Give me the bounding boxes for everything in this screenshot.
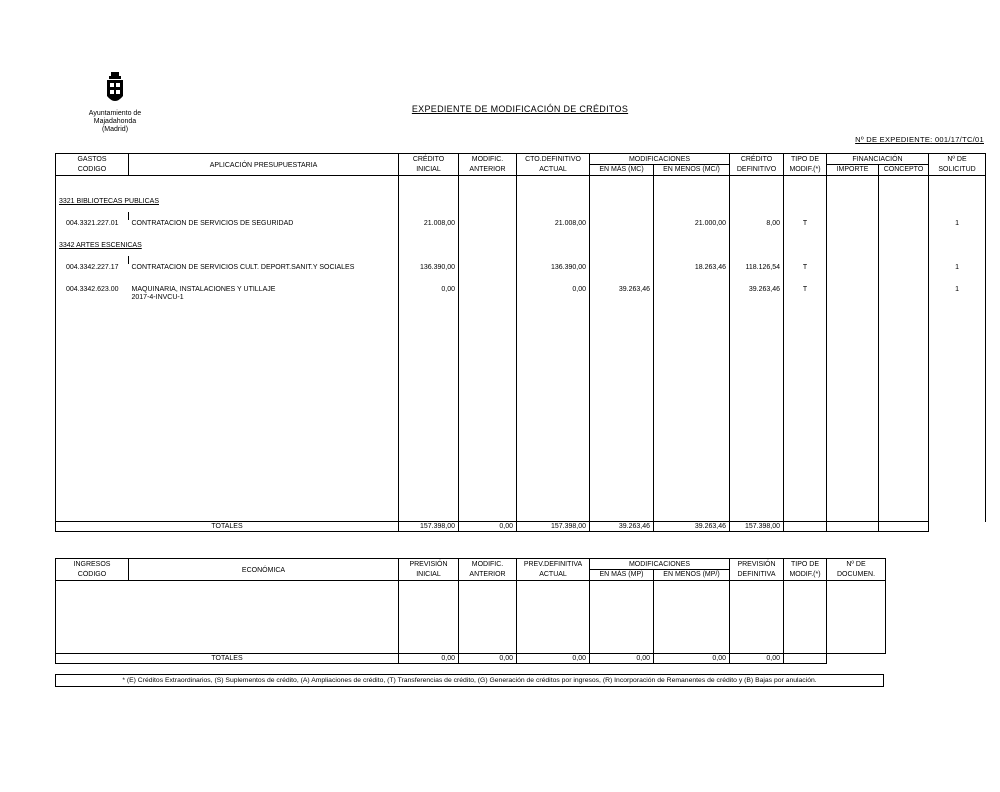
ingresos-header-anterior: ANTERIOR bbox=[459, 570, 517, 581]
row-importe bbox=[827, 264, 879, 286]
row-solicitud: 1 bbox=[929, 220, 986, 242]
ingresos-header-enmenos: EN MENOS (MP/) bbox=[654, 570, 730, 581]
ingresos-total-anterior: 0,00 bbox=[459, 654, 517, 664]
row-code: 004.3342.623.00 bbox=[56, 286, 129, 522]
row-concepto bbox=[879, 264, 929, 286]
row-desc: CONTRATACIÓN DE SERVICIOS DE SEGURIDAD bbox=[129, 220, 399, 242]
gastos-total-enmas: 39.263,46 bbox=[590, 522, 654, 532]
row-solicitud: 1 bbox=[929, 286, 986, 522]
gastos-header-anterior: ANTERIOR bbox=[459, 165, 517, 176]
row-enmas: 39.263,46 bbox=[590, 286, 654, 522]
row-anterior bbox=[459, 286, 517, 522]
gastos-table bbox=[55, 153, 986, 532]
row-desc-2: 2017-4-INVCU-1 bbox=[131, 293, 184, 301]
ingresos-header-documen: DOCUMEN. bbox=[827, 570, 886, 581]
gastos-total-inicial: 157.398,00 bbox=[399, 522, 459, 532]
gastos-header-enmenos: EN MENOS (MC/) bbox=[654, 165, 730, 176]
row-enmenos: 21.000,00 bbox=[654, 220, 730, 242]
gastos-header-credito2: CRÉDITO bbox=[730, 154, 784, 165]
row-actual: 136.390,00 bbox=[517, 264, 590, 286]
footnote: * (E) Créditos Extraordinarios, (S) Suplementos de crédito, (A) Ampliaciones de crédito, (T) Transferencias de crédito, (G) Generación de créditos por ingresos, (R) Incorporación de Remanentes de crédito y (B) Bajas por anulación. bbox=[55, 674, 884, 687]
row-tipo: T bbox=[784, 264, 827, 286]
gastos-header-definitivo: DEFINITIVO bbox=[730, 165, 784, 176]
ingresos-total-definitiva: 0,00 bbox=[730, 654, 784, 664]
row-definitivo: 8,00 bbox=[730, 220, 784, 242]
ingresos-totals-label: TOTALES bbox=[56, 654, 399, 664]
row-tipo: T bbox=[784, 286, 827, 522]
row-importe bbox=[827, 220, 879, 242]
gastos-total-definitivo: 157.398,00 bbox=[730, 522, 784, 532]
gastos-header-nde: Nº DE bbox=[929, 154, 986, 165]
ingresos-header-prevision: PREVISIÓN bbox=[399, 559, 459, 570]
section-label-3321: 3321 BIBLIOTECAS PÚBLICAS bbox=[59, 197, 159, 205]
row-importe bbox=[827, 286, 879, 522]
gastos-header-tipode: TIPO DE bbox=[784, 154, 827, 165]
page-title: EXPEDIENTE DE MODIFICACIÓN DE CRÉDITOS bbox=[411, 104, 629, 114]
row-enmenos bbox=[654, 286, 730, 522]
municipal-logo bbox=[80, 72, 150, 134]
gastos-header-inicial: INICIAL bbox=[399, 165, 459, 176]
row-desc: MAQUINARIA, INSTALACIONES Y UTILLAJE bbox=[131, 285, 276, 293]
ingresos-header-row-1 bbox=[56, 559, 886, 570]
gastos-header-gastos: GASTOS bbox=[56, 154, 129, 165]
gastos-header-modifast: MODIF.(*) bbox=[784, 165, 827, 176]
gastos-total-actual: 157.398,00 bbox=[517, 522, 590, 532]
gastos-header-credito: CRÉDITO bbox=[399, 154, 459, 165]
coat-of-arms-icon bbox=[105, 72, 125, 106]
row-definitivo: 39.263,46 bbox=[730, 286, 784, 522]
ingresos-header-tipode: TIPO DE bbox=[784, 559, 827, 570]
ingresos-total-enmas: 0,00 bbox=[590, 654, 654, 664]
gastos-header-codigo: CÓDIGO bbox=[56, 165, 129, 176]
ingresos-total-inicial: 0,00 bbox=[399, 654, 459, 664]
gastos-header-modificaciones: MODIFICACIONES bbox=[590, 154, 730, 165]
ingresos-table bbox=[55, 558, 886, 664]
row-enmas bbox=[590, 220, 654, 242]
section-row bbox=[56, 198, 986, 212]
expediente-number: Nº DE EXPEDIENTE: 001/17/TC/01 bbox=[855, 135, 984, 144]
ingresos-header-modifast: MODIF.(*) bbox=[784, 570, 827, 581]
gastos-header-ctodef: CTO.DEFINITIVO bbox=[517, 154, 590, 165]
ingresos-header-inicial: INICIAL bbox=[399, 570, 459, 581]
row-concepto bbox=[879, 286, 929, 522]
ingresos-header-enmas: EN MÁS (MP) bbox=[590, 570, 654, 581]
ingresos-header-prevision2: PREVISIÓN bbox=[730, 559, 784, 570]
row-code: 004.3321.227.01 bbox=[56, 220, 129, 242]
ingresos-total-enmenos: 0,00 bbox=[654, 654, 730, 664]
ingresos-total-actual: 0,00 bbox=[517, 654, 590, 664]
ingresos-header-actual: ACTUAL bbox=[517, 570, 590, 581]
row-enmas bbox=[590, 264, 654, 286]
gastos-header-importe: IMPORTE bbox=[827, 165, 879, 176]
row-actual: 0,00 bbox=[517, 286, 590, 522]
section-row bbox=[56, 242, 986, 256]
gastos-totals-row bbox=[56, 522, 986, 532]
gastos-header-modific: MODIFIC. bbox=[459, 154, 517, 165]
gastos-header-financiacion: FINANCIACIÓN bbox=[827, 154, 929, 165]
ingresos-header-economica: ECONÓMICA bbox=[129, 559, 399, 581]
gastos-total-enmenos: 39.263,46 bbox=[654, 522, 730, 532]
ingresos-header-ingresos: INGRESOS bbox=[56, 559, 129, 570]
ingresos-header-modificaciones: MODIFICACIONES bbox=[590, 559, 730, 570]
row-inicial: 136.390,00 bbox=[399, 264, 459, 286]
row-inicial: 21.008,00 bbox=[399, 220, 459, 242]
row-inicial: 0,00 bbox=[399, 286, 459, 522]
row-anterior bbox=[459, 220, 517, 242]
gastos-totals-label: TOTALES bbox=[56, 522, 399, 532]
logo-line-2: Majadahonda bbox=[93, 118, 137, 125]
ingresos-header-prevdef: PREV.DEFINITIVA bbox=[517, 559, 590, 570]
ingresos-header-nde: Nº DE bbox=[827, 559, 886, 570]
gastos-header-enmas: EN MÁS (MC) bbox=[590, 165, 654, 176]
table-row bbox=[56, 220, 986, 242]
row-code: 004.3342.227.17 bbox=[56, 264, 129, 286]
ingresos-empty-body bbox=[56, 581, 886, 654]
gastos-header-aplicacion: APLICACIÓN PRESUPUESTARIA bbox=[129, 154, 399, 176]
row-concepto bbox=[879, 220, 929, 242]
row-solicitud: 1 bbox=[929, 264, 986, 286]
gastos-header-actual: ACTUAL bbox=[517, 165, 590, 176]
ingresos-header-modific: MODIFIC. bbox=[459, 559, 517, 570]
gastos-header-solicitud: SOLICITUD bbox=[929, 165, 986, 176]
table-row bbox=[56, 286, 986, 522]
gastos-header-concepto: CONCEPTO bbox=[879, 165, 929, 176]
gastos-header-row-1 bbox=[56, 154, 986, 165]
row-definitivo: 118.126,54 bbox=[730, 264, 784, 286]
row-tipo: T bbox=[784, 220, 827, 242]
table-row bbox=[56, 264, 986, 286]
row-actual: 21.008,00 bbox=[517, 220, 590, 242]
section-label-3342: 3342 ARTES ESCÉNICAS bbox=[59, 241, 142, 249]
ingresos-header-definitiva: DEFINITIVA bbox=[730, 570, 784, 581]
row-desc-cell bbox=[129, 286, 399, 522]
row-anterior bbox=[459, 264, 517, 286]
logo-line-1: Ayuntamiento de bbox=[88, 110, 142, 117]
logo-line-3: (Madrid) bbox=[101, 126, 129, 133]
ingresos-totals-row bbox=[56, 654, 886, 664]
gastos-total-anterior: 0,00 bbox=[459, 522, 517, 532]
row-enmenos: 18.263,46 bbox=[654, 264, 730, 286]
row-desc: CONTRATACIÓN DE SERVICIOS CULT. DEPORT.SANIT.Y SOCIALES bbox=[129, 264, 399, 286]
ingresos-header-codigo: CÓDIGO bbox=[56, 570, 129, 581]
